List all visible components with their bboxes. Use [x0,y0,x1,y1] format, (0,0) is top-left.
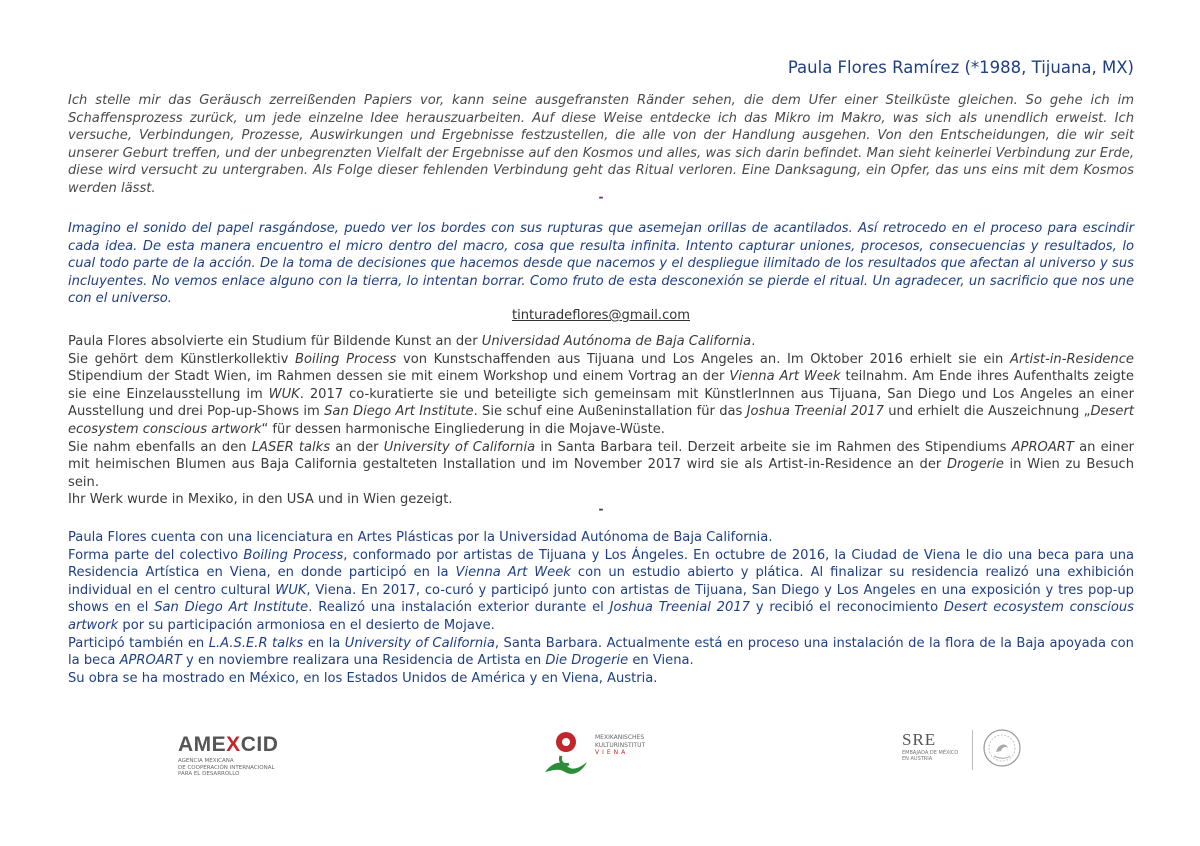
text: Stipendium der Stadt Wien, im Rahmen dessen sie mit einem Workshop und einem Vortrag an der [68,369,730,385]
amexcid-subtitle [178,758,278,778]
text: Sie nahm ebenfalls an den [68,439,252,455]
text: . [751,334,756,349]
text: EMBAJADA DE MÉXICO [902,750,959,756]
biography-spanish [68,529,1134,687]
text: VIENA [595,749,629,756]
text: en la [303,635,345,651]
bio-es-paragraph: Su obra se ha mostrado en México, en los Estados Unidos de América y en Viena, Austria. [68,670,658,686]
sre-logo [902,730,958,762]
text: . 2017 co-kuratierte sie und beteiligte sich gemeinsam mit KünstlerInnen aus Tijuana, San Diego und Los Angeles an einer Ausstellung und drei Pop-up-Shows im [68,386,1134,420]
text-italic: Boiling Process [243,547,344,563]
text-italic: L.A.S.E.R talks [208,635,304,651]
text-italic: University of California [344,635,495,651]
bio-es-paragraph [68,635,1134,670]
text: DE COOPERACIÓN INTERNACIONAL [178,764,275,771]
artist-title: Paula Flores Ramírez (*1988, Tijuana, MX) [787,58,1134,77]
text-italic: Die Drogerie [545,653,629,669]
text: Participó también en [68,635,209,651]
text: AME [178,733,227,756]
text-italic: San Diego Art Institute [154,600,309,616]
sre-wordmark: SRE [902,730,937,749]
text: MEXIKANISCHES [595,734,645,741]
mexican-seal-icon [982,728,1022,768]
bio-de-paragraph [68,351,1134,439]
bio-de-paragraph [68,333,1134,351]
bio-es-paragraph: Paula Flores cuenta con una licenciatura en Artes Plásticas por la Universidad Autónoma de Baja California. [68,530,773,545]
section-separator: - [598,190,604,204]
text: in Wien zu Besuch sein. [68,457,1134,490]
text: X [226,733,241,756]
text: EN AUSTRIA [902,756,933,762]
text: Forma parte del colectivo [68,547,244,563]
mki-text [595,734,645,757]
text-italic: Vienna Art Week [729,369,841,385]
text-italic: Desert ecosystem conscious artwork [68,600,1134,633]
text-italic: Vienna Art Week [455,565,571,581]
text: y recibió el reconocimiento [750,600,944,616]
artist-statement-spanish: Imagino el sonido del papel rasgándose, puedo ver los bordes con sus rupturas que asemejan orillas de acantilados. Así retrocedo en el proceso para escindir cada idea. De esta manera encuentro el micro dentro del macro, cosa que resulta infinita. Intento capturar uniones, procesos, consecuencias y resultados, lo cual todo parte de la acción. De la toma de decisiones que hacemos desde que nacemos y el despliegue ilimitado de los resultados que afectan al universo y sus incluyentes. No vemos enlace alguno con la tierra, lo intentan borrar. Como fruto de esta desconexión se pierde el ritual. Un agradecer, un sacrificio que nos une con el universo. [68,221,1134,307]
artist-statement-german: Ich stelle mir das Geräusch zerreißenden Papiers vor, kann seine ausgefransten Ränder sehen, die dem Ufer einer Steilküste gleichen. So gehe ich im Schaffensprozess zurück, um jede einzelne Idee herauszuarbeiten. Auf diese Weise entdecke ich das Mikro im Makro, was sich als unendlich erweist. Ich versuche, Verbindungen, Prozesse, Auswirkungen und Ergebnisse festzustellen, die alle von der Handlung ausgehen. Von den Entscheidungen, die wir seit unserer Geburt treffen, und der unbegrenzten Vielfalt der Ergebnisse auf den Kosmos und alles, was sich darin befindet. Man sieht keinerlei Verbindung zur Erde, diese wird versucht zu untergraben. Als Folge dieser fehlenden Verbindung geht das Ritual verloren. Eine Danksagung, ein Opfer, das uns eins mit dem Kosmos werden lässt. [68,93,1134,196]
text-italic: Boiling Process [294,351,397,367]
text: KULTURINSTITUT [595,741,646,749]
bio-de-paragraph: Ihr Werk wurde in Mexiko, in den USA und in Wien gezeigt. [68,492,453,508]
email-link[interactable]: tinturadeflores@gmail.com [511,308,691,323]
text-italic: San Diego Art Institute [324,404,474,420]
text: teilnahm. Am Ende ihres Aufenthalts zeigte sie eine Einzelausstellung im [68,369,1134,402]
sponsor-logos [0,718,1200,788]
text: , Viena. En 2017, co-curó y participó junto con artistas de Tijuana, San Diego y Los Angeles en una exposición y tres pop-up shows en el [68,582,1134,616]
amexcid-wordmark [178,733,278,757]
text: und erhielt die Auszeichnung „ [883,404,1091,420]
text: an einer mit heimischen Blumen aus Baja California gestalteten Installation und im November 2017 wird sie als Artist-in-Residence an der [68,439,1135,473]
text: “ für dessen harmonische Eingliederung in die Mojave-Wüste. [261,421,665,437]
text-italic: WUK [275,582,307,598]
text: Paula Flores absolvierte ein Studium für Bildende Kunst an der [68,334,482,349]
logo-divider [972,730,973,770]
text-italic: University of California [383,439,536,455]
amexcid-logo [178,733,278,778]
flower-emblem-icon [543,726,593,780]
text: . Sie schuf eine Außeninstallation für das [473,404,747,420]
text-italic: APROART [119,653,182,669]
mexikanisches-kulturinstitut-logo [543,726,663,780]
text: in Santa Barbara teil. Derzeit arbeite sie im Rahmen des Stipendiums [535,439,1012,455]
text-italic: Drogerie [946,457,1004,473]
text-italic: Universidad Autónoma de Baja California [481,334,752,349]
text: Sie gehört dem Künstlerkollektiv [68,351,295,367]
text-italic: APROART [1011,439,1074,455]
text: . Realizó una instalación exterior durante el [308,600,610,616]
text: , Santa Barbara. Actualmente está en proceso una instalación de la flora de la Baja apoyada con la beca [68,635,1134,669]
text: CID [240,733,279,756]
text-italic: Joshua Treenial 2017 [609,600,750,616]
text-italic: Desert ecosystem conscious artwork [68,404,1134,437]
text: von Kunstschaffenden aus Tijuana und Los Angeles an. Im Oktober 2016 erhielt sie ein [396,351,1010,367]
bio-de-paragraph [68,439,1134,492]
biography-german [68,333,1134,509]
text: y en noviembre realizara una Residencia de Artista en [181,653,546,669]
text: an der [330,439,384,455]
email-line [68,308,1134,323]
sre-subtitle [902,750,958,762]
text: AGENCIA MEXICANA [178,758,234,764]
text-italic: WUK [268,386,300,402]
text-italic: Joshua Treenial 2017 [746,404,884,420]
text: por su participación armoniosa en el desierto de Mojave. [118,617,495,633]
text: con un estudio abierto y plática. Al finalizar su residencia realizó una exhibición individual en el centro cultural [68,565,1134,598]
text: , conformado por artistas de Tijuana y Los Ángeles. En octubre de 2016, la Ciudad de Viena le dio una beca para una Residencia Artística en Viena, en donde participó en la [68,547,1135,581]
text: PARA EL DESARROLLO [178,771,240,777]
bio-es-paragraph [68,547,1134,635]
text: en Viena. [628,653,694,669]
text-italic: Artist-in-Residence [1010,351,1134,367]
text-italic: LASER talks [251,439,331,455]
section-separator: - [598,502,604,516]
